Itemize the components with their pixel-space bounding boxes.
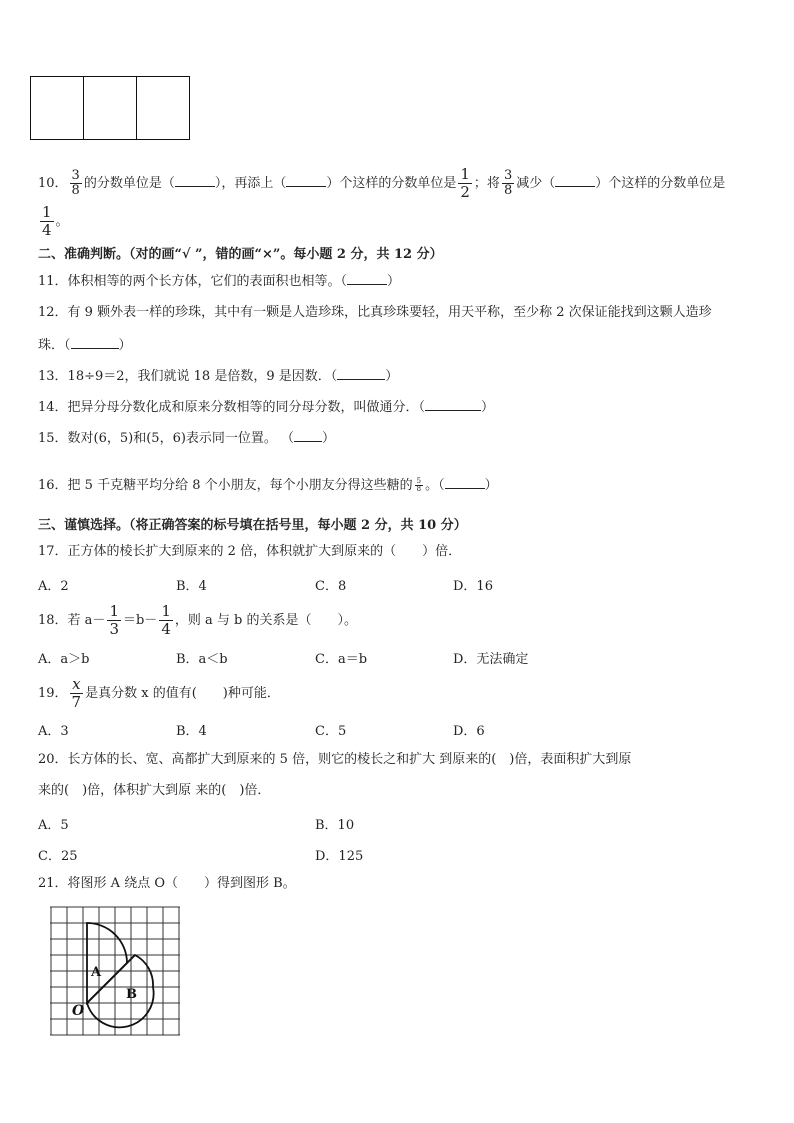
question-text: ） xyxy=(118,338,132,353)
answer-blank[interactable] xyxy=(294,429,322,442)
fraction xyxy=(40,204,54,239)
question-text: ） xyxy=(387,274,401,289)
question-10 xyxy=(38,166,725,201)
question-17: 17．正方体的棱长扩大到原来的 2 倍，体积就扩大到原来的（ ）倍． xyxy=(38,544,462,559)
fraction xyxy=(107,603,121,638)
fraction xyxy=(70,169,82,198)
shape-a xyxy=(87,923,127,1003)
question-text: 13．18÷9＝2，我们就说 18 是倍数，9 是因数．（ xyxy=(38,369,338,384)
section-heading: 二、准确判断。（对的画“√ ”，错的画“×”。每小题 2 分，共 12 分） xyxy=(38,247,443,262)
option-c[interactable]: C．5 xyxy=(315,724,347,739)
answer-box-grid xyxy=(30,76,190,140)
question-20: 20．长方体的长、宽、高都扩大到原来的 5 倍，则它的棱长之和扩大 到原来的( )倍，表面积扩大到原 xyxy=(38,752,632,767)
question-11 xyxy=(38,272,400,291)
question-text: ） xyxy=(484,478,498,493)
option-c[interactable]: C．a＝b xyxy=(315,652,368,667)
question-13 xyxy=(38,367,398,386)
numerator: 1 xyxy=(42,203,52,221)
question-text: ）个这样的分数单位是 xyxy=(595,176,726,191)
denominator: 2 xyxy=(460,183,470,201)
denominator: 4 xyxy=(42,221,52,239)
question-16 xyxy=(38,476,498,495)
option-b[interactable]: B．a＜b xyxy=(176,652,228,667)
answer-box-cell xyxy=(84,77,137,139)
answer-blank[interactable] xyxy=(425,398,481,411)
answer-blank[interactable] xyxy=(286,174,326,187)
question-text: 珠．（ xyxy=(38,338,71,353)
denominator: 3 xyxy=(109,620,119,638)
question-number: 10． xyxy=(38,176,68,191)
denominator: 8 xyxy=(416,485,422,493)
question-21: 21．将图形 A 绕点 O（ ）得到图形 B。 xyxy=(38,876,296,891)
numerator: 1 xyxy=(460,165,470,183)
answer-box-cell xyxy=(31,77,84,139)
option-b[interactable]: B．4 xyxy=(176,579,207,594)
answer-blank[interactable] xyxy=(337,367,385,380)
option-d[interactable]: D．无法确定 xyxy=(453,652,529,667)
option-c[interactable]: C．25 xyxy=(38,849,78,864)
label-b: B xyxy=(126,987,137,1002)
answer-blank[interactable] xyxy=(71,336,119,349)
section-heading: 三、谨慎选择。（将正确答案的标号填在括号里，每小题 2 分，共 10 分） xyxy=(38,518,467,533)
fraction xyxy=(458,166,472,201)
question-text: ；将 xyxy=(473,176,500,191)
question-text: 19． xyxy=(38,686,68,701)
denominator: 4 xyxy=(161,620,171,638)
denominator: 8 xyxy=(503,183,513,198)
question-text: 14．把异分母分数化成和原来分数相等的同分母分数，叫做通分．（ xyxy=(38,400,426,415)
question-text: ，则 a 与 b 的关系是（ ）。 xyxy=(174,613,357,628)
fraction xyxy=(502,169,514,198)
numerator: 5 xyxy=(416,477,422,485)
question-14 xyxy=(38,398,494,417)
question-text: 15．数对(6，5)和(5，6)表示同一位置。 （ xyxy=(38,431,295,446)
option-b[interactable]: B．4 xyxy=(176,724,207,739)
option-d[interactable]: D．125 xyxy=(315,849,364,864)
option-a[interactable]: A．3 xyxy=(38,724,69,739)
denominator: 7 xyxy=(71,693,82,711)
question-text: ），再添上（ xyxy=(214,176,287,191)
question-text: ） xyxy=(322,431,336,446)
question-19 xyxy=(38,676,280,711)
question-text: ） xyxy=(385,369,399,384)
question-text: 是真分数 x 的值有( )种可能． xyxy=(85,686,280,701)
answer-blank[interactable] xyxy=(175,174,215,187)
answer-blank[interactable] xyxy=(555,174,595,187)
option-a[interactable]: A．2 xyxy=(38,579,69,594)
question-20-continued: 来的( )倍，体积扩大到原 来的( )倍． xyxy=(38,783,271,798)
numerator: 3 xyxy=(503,168,513,183)
rotation-figure xyxy=(50,906,186,1038)
question-10-continued xyxy=(38,204,69,239)
fraction xyxy=(159,603,173,638)
question-15 xyxy=(38,429,335,448)
fraction xyxy=(415,478,423,493)
answer-box-cell xyxy=(137,77,189,139)
grid-lines xyxy=(50,907,180,1035)
label-o: O xyxy=(72,1003,85,1019)
numerator: 1 xyxy=(109,602,119,620)
option-c[interactable]: C．8 xyxy=(315,579,347,594)
numerator: x xyxy=(70,676,84,694)
numerator: 3 xyxy=(71,168,80,183)
option-d[interactable]: D．16 xyxy=(453,579,493,594)
option-a[interactable]: A．5 xyxy=(38,818,69,833)
question-12-continued xyxy=(38,336,132,355)
question-text: 的分数单位是（ xyxy=(83,176,175,191)
question-text: ） xyxy=(481,400,495,415)
question-text: ）个这样的分数单位是 xyxy=(326,176,457,191)
question-text: 11．体积相等的两个长方体，它们的表面积也相等。（ xyxy=(38,274,348,289)
question-18 xyxy=(38,603,357,638)
option-b[interactable]: B．10 xyxy=(315,818,355,833)
option-a[interactable]: A．a＞b xyxy=(38,652,90,667)
question-text: 减少（ xyxy=(516,176,556,191)
question-text: 。（ xyxy=(425,478,445,493)
question-text: 。 xyxy=(55,214,69,229)
answer-blank[interactable] xyxy=(347,272,387,285)
label-a: A xyxy=(91,965,102,980)
option-d[interactable]: D．6 xyxy=(453,724,485,739)
question-12: 12．有 9 颗外表一样的珍珠，其中有一颗是人造珍珠，比真珍珠要轻，用天平称，至少称 2 次保证能找到这颗人造珍 xyxy=(38,305,712,320)
numerator: 1 xyxy=(161,602,171,620)
fraction xyxy=(70,676,84,711)
denominator: 8 xyxy=(71,183,80,198)
question-text: ＝b－ xyxy=(122,613,158,628)
question-text: 16．把 5 千克糖平均分给 8 个小朋友，每个小朋友分得这些糖的 xyxy=(38,478,413,493)
answer-blank[interactable] xyxy=(445,476,485,489)
question-text: 18．若 a－ xyxy=(38,613,106,628)
